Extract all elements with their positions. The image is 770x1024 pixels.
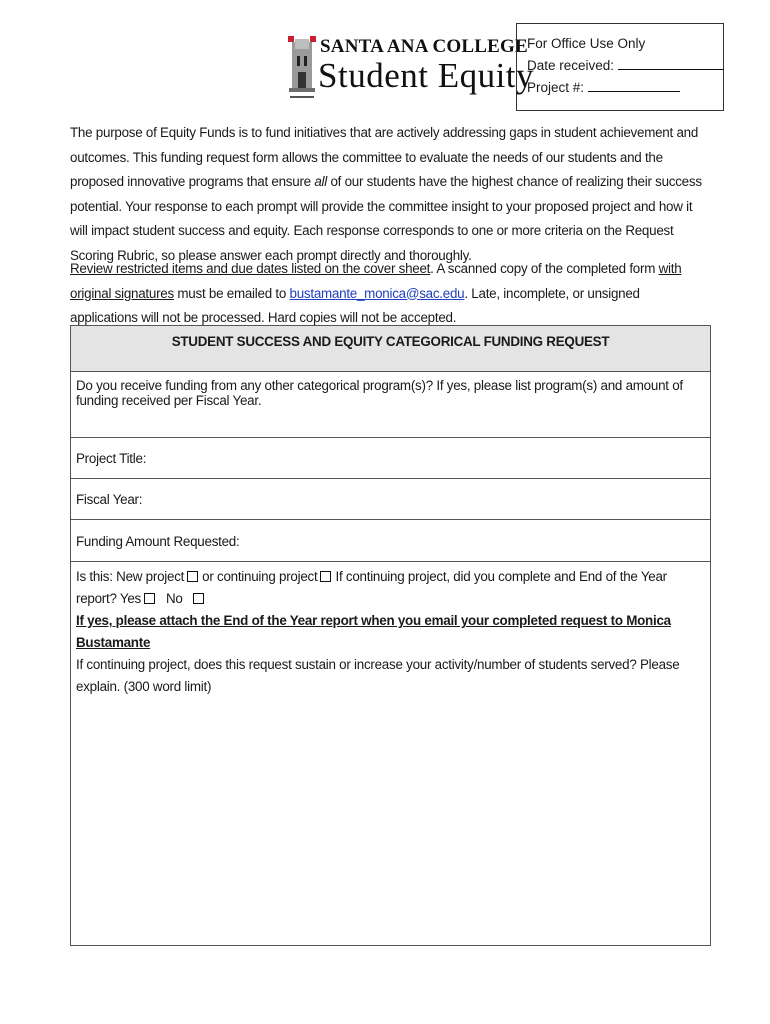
purpose-paragraph bbox=[70, 121, 710, 268]
continuing-project-checkbox[interactable] bbox=[320, 571, 331, 582]
attach-report-note: If yes, please attach the End of the Year report when you email your completed request to Monica Bustamante bbox=[76, 613, 671, 650]
form-header: STUDENT SUCCESS AND EQUITY CATEGORICAL FUNDING REQUEST bbox=[71, 326, 710, 372]
purpose-text-1: The purpose of Equity Funds is to fund initiatives that are actively addressing gaps in student achievement and outcomes. This funding request form allows the committee to evaluate the needs of our students and the proposed innovative programs that ensure bbox=[70, 125, 699, 189]
continuing-project-label: or continuing project bbox=[202, 569, 318, 584]
submission-text-2: must be emailed to bbox=[173, 285, 290, 301]
project-number-field[interactable] bbox=[588, 77, 680, 92]
fiscal-year-label: Fiscal Year: bbox=[76, 492, 143, 507]
project-title-field[interactable] bbox=[71, 438, 710, 479]
no-label: No bbox=[165, 591, 183, 606]
other-funding-label: Do you receive funding from any other categorical program(s)? If yes, please list program(s) and amount of funding received per Fiscal Year. bbox=[76, 378, 683, 408]
review-restricted-text: Review restricted items and due dates listed on the cover sheet bbox=[70, 261, 431, 276]
other-funding-field[interactable] bbox=[71, 372, 710, 438]
purpose-text-2: of our students have the highest chance of realizing their success potential. Your response to each prompt will provide the committee insight to your proposed project and how it will impact student success and equity. Each response corresponds to one or more criteria on the Request Scoring Rubric, so please answer each prompt directly and thoroughly. bbox=[70, 174, 702, 263]
office-use-box bbox=[516, 23, 724, 111]
email-link[interactable]: bustamante_monica@sac.edu bbox=[289, 285, 465, 301]
purpose-emphasis: all bbox=[314, 174, 327, 189]
project-number-row bbox=[527, 77, 713, 99]
program-name: Student Equity bbox=[318, 56, 535, 95]
project-number-label: Project #: bbox=[527, 80, 585, 95]
project-type-section[interactable] bbox=[71, 562, 710, 945]
submission-text-1: . A scanned copy of the completed form bbox=[430, 261, 659, 276]
funding-request-form bbox=[70, 325, 711, 946]
college-name: SANTA ANA COLLEGE bbox=[320, 36, 528, 57]
office-use-title: For Office Use Only bbox=[527, 36, 646, 51]
funding-amount-field[interactable] bbox=[71, 520, 710, 562]
date-received-label: Date received: bbox=[527, 58, 615, 73]
yes-checkbox[interactable] bbox=[144, 593, 155, 604]
submission-text-3: . Late, incomplete, or unsigned applications will not be processed. Hard copies will not be accepted. bbox=[70, 285, 640, 325]
new-project-label: Is this: New project bbox=[76, 569, 185, 584]
date-received-field[interactable] bbox=[618, 55, 724, 70]
project-type-line bbox=[76, 566, 705, 610]
college-logo bbox=[286, 34, 535, 104]
no-checkbox[interactable] bbox=[193, 593, 204, 604]
project-title-label: Project Title: bbox=[76, 451, 147, 466]
funding-amount-label: Funding Amount Requested: bbox=[76, 534, 240, 549]
fiscal-year-field[interactable] bbox=[71, 479, 710, 520]
new-project-checkbox[interactable] bbox=[187, 571, 198, 582]
date-received-row bbox=[527, 55, 713, 77]
report-question: If continuing project, did you complete and End of the Year report? Yes bbox=[76, 569, 667, 606]
original-signatures-text: with original signatures bbox=[70, 261, 682, 301]
sustain-question: If continuing project, does this request sustain or increase your activity/number of students served? Please explain. (300 word limit) bbox=[76, 657, 680, 694]
submission-paragraph bbox=[70, 257, 710, 331]
tower-emblem-icon bbox=[286, 34, 318, 100]
